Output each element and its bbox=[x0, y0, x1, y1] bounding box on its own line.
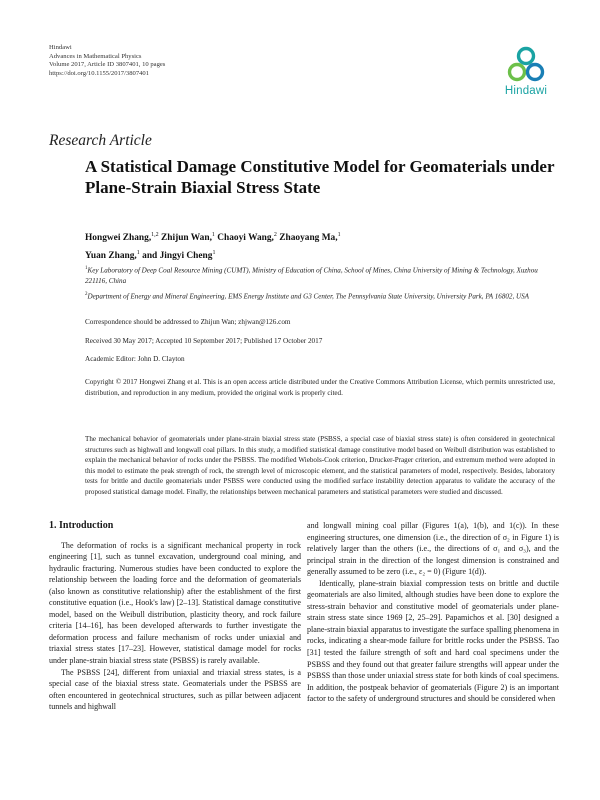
volume-info: Volume 2017, Article ID 3807401, 10 pages bbox=[49, 61, 166, 69]
abstract: The mechanical behavior of geomaterials under plane-strain biaxial stress state (PSBSS, a special case of biaxial stress state) is often considered in geotechnical structures such as highwall and longwall coal pillars. In this study, a modified statistical damage constitutive model based on Weibull distribution was established to explain the mechanical behavior of rocks under the PSBSS. The modified Wiebols-Cook criterion, Drucker-Prager criterion, and extremum method were adopted in this model to estimate the peak strength of rock, the strength level of microscopic element, and the statistical parameters of model, respectively. Besides, laboratory tests for brittle and ductile geomaterials under PSBSS were conducted using the modified surface instability detection apparatus to validate the accuracy of the proposed statistical damage model. Finally, the relationships between mechanical parameters and statistical parameters were studied and discussed. bbox=[85, 435, 555, 496]
affiliation: $^2$Department of Energy and Mineral Engineering, EMS Energy Institute and G3 Center, The Pennsylvania State University, University Park, PA 16802, USA bbox=[85, 292, 530, 301]
paragraph: The PSBSS [24], different from uniaxial and triaxial stress states, is a special case of the biaxial stress state. Geomaterials under the PSBSS are often encountered in geotechnical structures, such as pillar between adjacent tunnels and highwall bbox=[49, 667, 301, 712]
hindawi-rings-icon bbox=[506, 46, 546, 84]
author[interactable]: Chaoyi Wang,$^2$ bbox=[217, 232, 277, 244]
affiliations bbox=[85, 264, 555, 306]
paper-title: A Statistical Damage Constitutive Model for Geomaterials under Plane-Strain Biaxial Stress State bbox=[85, 157, 555, 197]
paragraph: The deformation of rocks is a significant mechanical property in rock engineering [1], such as tunnel excavation, underground coal mining, and hydraulic fracturing. Numerous studies have been conducted to explore the relationship between the loading force and the deformation of geomaterials (also known as constitutive relationship) after the establishment of the first constitutive equation (i.e., Hook's law) [2–13]. Statistical damage constitutive model, based on the Weibull distribution, plasticity theory, and rock failure criteria [14–16], has been developed afterwards to further investigate the deformation process and failure mechanism of rocks under uniaxial and triaxial stress states [17–23]. However, statistical damage model for rocks under plane-strain biaxial stress state (PSBSS) is rarely available. bbox=[49, 540, 301, 666]
article-type: Research Article bbox=[49, 132, 152, 149]
journal-name: Advances in Mathematical Physics bbox=[49, 52, 142, 60]
paragraph: Identically, plane-strain biaxial compression tests on brittle and ductile geomaterials are also limited, although studies have been done to explore the stress-strain behavior and constitutive model of geomaterials under plane-strain stress state since 1969 [2, 25–29]. Papamichos et al. [30] designed a plane-strain biaxial apparatus to investigate the surface spalling phenomena in rocks, indicating a shear-mode failure for brittle rocks under the PSBSS. Tao [31] tested the failure strength of soft and hard coal specimens under the PSBSS and they found out that greater failure strengths will appear under the PSBSS than those under uniaxial stress state for both kinds of coal specimens. In addition, the postpeak behavior of geomaterials (Figure 2) is an important factor to the safety of underground structures and should be considered when bbox=[307, 578, 559, 704]
dates: Received 30 May 2017; Accepted 10 September 2017; Published 17 October 2017 bbox=[85, 337, 323, 345]
doi-link[interactable]: https://doi.org/10.1155/2017/3807401 bbox=[49, 69, 150, 77]
author[interactable]: Yuan Zhang,$^1$ bbox=[85, 250, 140, 262]
author[interactable]: Zhaoyang Ma,$^1$ bbox=[279, 232, 341, 244]
academic-editor: Academic Editor: John D. Clayton bbox=[85, 355, 185, 363]
publisher-name: Hindawi bbox=[49, 44, 72, 51]
copyright-notice: Copyright © 2017 Hongwei Zhang et al. This is an open access article distributed under the Creative Commons Attribution License, which permits unrestricted use, distribution, and reproduction in any medium, provided the original work is properly cited. bbox=[85, 378, 555, 397]
author-list bbox=[85, 228, 545, 264]
author[interactable]: Hongwei Zhang,$^{1,2}$ bbox=[85, 232, 159, 244]
logo-wordmark: Hindawi bbox=[504, 85, 548, 97]
section-heading: 1. Introduction bbox=[49, 520, 114, 531]
paragraph: and longwall mining coal pillar (Figures 1(a), 1(b), and 1(c)). In these engineering structures, one dimension (i.e., the direction of σ₂ in Figure 1) is relatively larger than the others (i.e., the directions of σ₁ and σ₃), and the principal strain in the direction of the longest dimension is constrained and generally assumed to be zero (i.e., ε₂ = 0) (Figure 1(d)). bbox=[307, 521, 559, 577]
journal-header bbox=[49, 44, 165, 78]
column-right bbox=[307, 520, 559, 705]
column-left bbox=[49, 520, 301, 713]
correspondence: Correspondence should be addressed to Zhijun Wan; zhjwan@126.com bbox=[85, 318, 291, 326]
affiliation: $^1$Key Laboratory of Deep Coal Resource Mining (CUMT), Ministry of Education of China, School of Mines, China University of Mining & Technology, Xuzhou 221116, China bbox=[85, 266, 538, 285]
author[interactable]: Zhijun Wan,$^1$ bbox=[161, 232, 215, 244]
hindawi-logo bbox=[496, 46, 556, 108]
author[interactable]: and Jingyi Cheng$^1$ bbox=[142, 250, 216, 262]
